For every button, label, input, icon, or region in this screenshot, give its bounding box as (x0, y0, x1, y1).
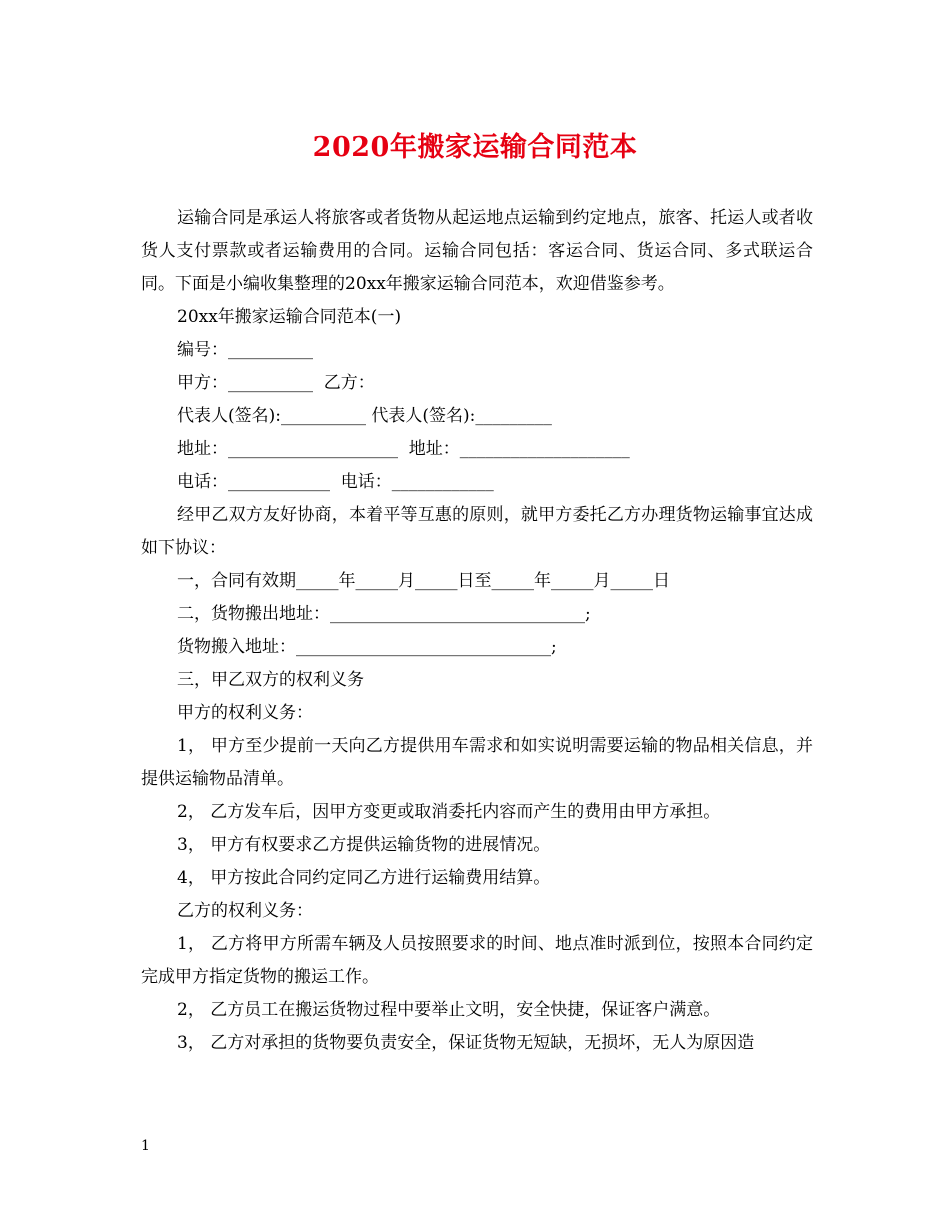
party-b-item: 2， 乙方员工在搬运货物过程中要举止文明，安全快捷，保证客户满意。 (177, 1000, 721, 1020)
clause-movein-address: 货物搬入地址：______________________________; (177, 637, 557, 657)
clause-rights-heading: 三，甲乙双方的权利义务 (177, 670, 364, 690)
parties-line: 甲方：__________ 乙方： (177, 373, 375, 393)
party-b-item: 3， 乙方对承担的货物要负责安全，保证货物无短缺，无损坏，无人为原因造 (177, 1033, 755, 1053)
party-a-item: 1， 甲方至少提前一天向乙方提供用车需求和如实说明需要运输的物品相关信息，并提供运输物品清单。 (141, 736, 813, 789)
party-a-item: 4， 甲方按此合同约定同乙方进行运输费用结算。 (177, 868, 551, 888)
agreement-paragraph: 经甲乙双方友好协商，本着平等互惠的原则，就甲方委托乙方办理货物运输事宜达成如下协议： (141, 505, 813, 558)
party-a-item: 2， 乙方发车后，因甲方变更或取消委托内容而产生的费用由甲方承担。 (177, 802, 721, 822)
page-number: 1 (141, 1138, 150, 1154)
party-b-heading: 乙方的权利义务： (177, 901, 313, 921)
party-b-item: 1， 乙方将甲方所需车辆及人员按照要求的时间、地点准时派到位，按照本合同约定完成甲方指定货物的搬运工作。 (141, 934, 813, 987)
representatives-line: 代表人(签名):__________ 代表人(签名):_________ (177, 406, 552, 426)
phone-line: 电话：____________ 电话：____________ (177, 472, 494, 492)
party-a-item: 3， 甲方有权要求乙方提供运输货物的进展情况。 (177, 835, 551, 855)
clause-moveout-address: 二，货物搬出地址：______________________________; (177, 604, 591, 624)
contract-subtitle: 20xx年搬家运输合同范本(一) (177, 307, 402, 327)
clause-validity: 一，合同有效期_____年_____月_____日至_____年_____月_____日 (177, 571, 670, 591)
document-body (141, 202, 813, 1060)
document-title: 2020年搬家运输合同范本 (312, 132, 638, 163)
contract-number-line: 编号：__________ (177, 340, 313, 360)
intro-paragraph: 运输合同是承运人将旅客或者货物从起运地点运输到约定地点，旅客、托运人或者收货人支付票款或者运输费用的合同。运输合同包括：客运合同、货运合同、多式联运合同。下面是小编收集整理的20xx年搬家运输合同范本，欢迎借鉴参考。 (141, 208, 813, 294)
party-a-heading: 甲方的权利义务： (177, 703, 313, 723)
address-line: 地址：____________________ 地址：____________________ (177, 439, 630, 459)
